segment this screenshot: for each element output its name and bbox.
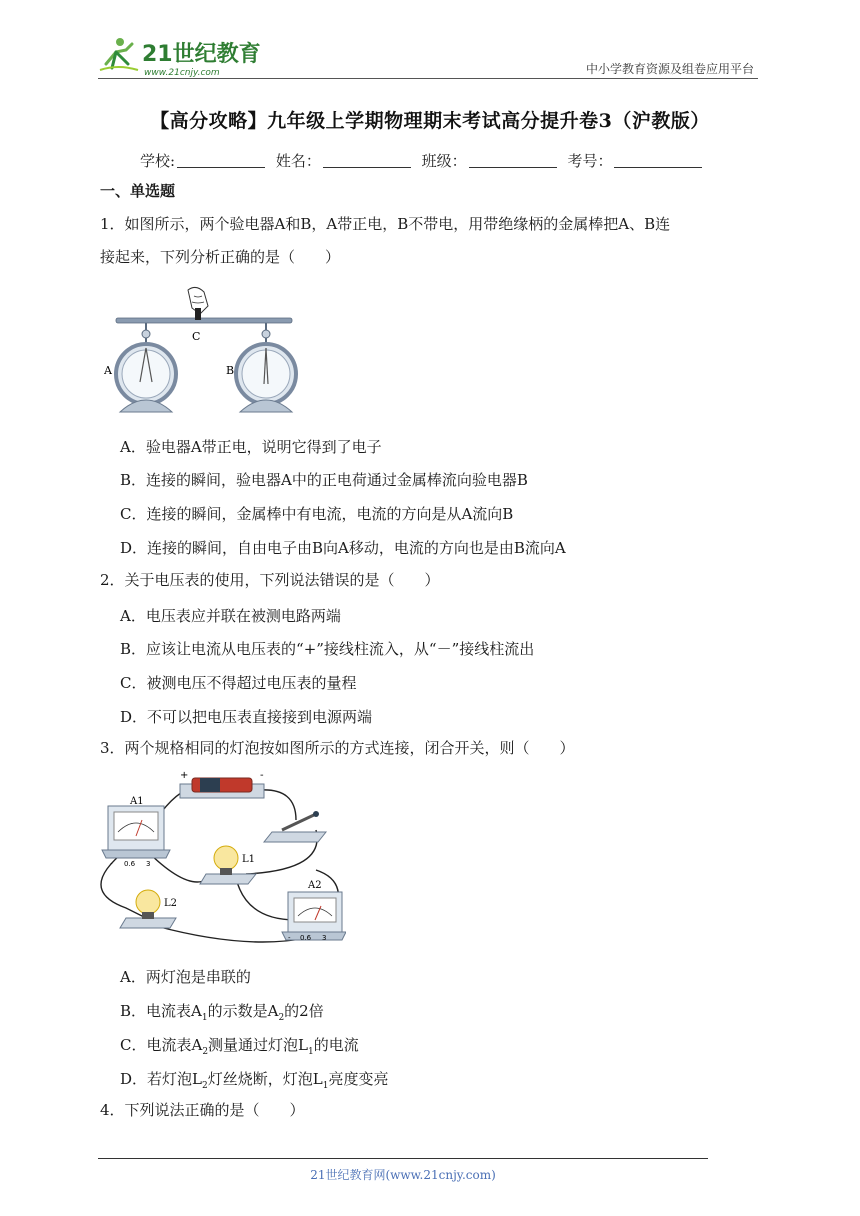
svg-text:0.6: 0.6 (124, 860, 136, 868)
question-2-option-d[interactable]: D．不可以把电压表直接接到电源两端 (120, 708, 373, 726)
svg-text:-: - (110, 860, 113, 868)
ammeter-a2 (282, 880, 346, 942)
svg-text:3: 3 (146, 860, 151, 868)
school-blank (177, 153, 265, 168)
school-label: 学校: (140, 152, 176, 170)
svg-text:L1: L1 (242, 854, 256, 865)
name-blank (323, 153, 411, 168)
header-divider (98, 78, 758, 79)
svg-text:21世纪教育: 21世纪教育 (142, 42, 261, 67)
question-2-option-b[interactable]: B．应该让电流从电压表的“+”接线柱流入，从“－”接线柱流出 (120, 640, 535, 658)
section-heading: 一、单选题 (100, 182, 176, 200)
name-label: 姓名： (275, 152, 321, 170)
question-3-option-d[interactable]: D．若灯泡$L_2$灯丝烧断，灯泡$L_1$亮度变亮 (120, 1070, 389, 1091)
lamp-l1 (200, 846, 256, 884)
question-1-option-b[interactable]: B．连接的瞬间，验电器A中的正电荷通过金属棒流向验电器B (120, 471, 528, 489)
electroscope-a (104, 323, 176, 412)
number-blank (614, 153, 702, 168)
svg-text:-: - (260, 770, 264, 781)
platform-name: 中小学教育资源及组卷应用平台 (585, 62, 754, 76)
site-logo (98, 34, 268, 78)
exam-title: 【高分攻略】九年级上学期物理期末考试高分提升卷3（沪教版） (150, 110, 710, 132)
svg-text:+: + (180, 770, 189, 781)
question-4-stem: 4．下列说法正确的是（ ） (100, 1101, 305, 1119)
switch (264, 811, 326, 842)
question-1-line1: 1．如图所示，两个验电器A和B，A带正电，B不带电，用带绝缘柄的金属棒把A、B连 (100, 215, 671, 233)
footer-source[interactable]: 21世纪教育网(www.21cnjy.com) (310, 1168, 496, 1182)
question-1-option-c[interactable]: C．连接的瞬间，金属棒中有电流，电流的方向是从A流向B (120, 505, 514, 523)
svg-text:B: B (226, 364, 235, 377)
question-3-option-a[interactable]: A．两灯泡是串联的 (120, 968, 251, 986)
svg-text:-: - (288, 934, 291, 942)
circuit-figure (96, 770, 346, 950)
question-2-option-a[interactable]: A．电压表应并联在被测电路两端 (120, 607, 341, 625)
class-blank (469, 153, 557, 168)
footer-divider (98, 1158, 708, 1159)
question-1-option-d[interactable]: D．连接的瞬间，自由电子由B向A移动，电流的方向也是由B流向A (120, 539, 566, 557)
svg-text:A: A (104, 364, 112, 377)
svg-text:3: 3 (322, 934, 327, 942)
question-3-stem: 3．两个规格相同的灯泡按如图所示的方式连接，闭合开关，则（ ） (100, 739, 575, 757)
page-header (98, 30, 758, 80)
electroscope-b (226, 323, 296, 412)
svg-text:0.6: 0.6 (300, 934, 312, 942)
svg-text:A2: A2 (308, 880, 322, 891)
question-3-option-b[interactable]: B．电流表$A_1$的示数是$A_2$的2倍 (120, 1002, 324, 1023)
svg-text:www.21cnjy.com: www.21cnjy.com (144, 68, 220, 78)
number-label: 考号： (567, 152, 613, 170)
svg-text:A1: A1 (130, 796, 144, 807)
question-2-stem: 2．关于电压表的使用，下列说法错误的是（ ） (100, 571, 440, 589)
svg-text:C: C (192, 330, 201, 343)
electroscope-figure (104, 284, 300, 418)
question-2-option-c[interactable]: C．被测电压不得超过电压表的量程 (120, 674, 357, 692)
class-label: 班级： (421, 152, 467, 170)
question-1-option-a[interactable]: A．验电器A带正电，说明它得到了电子 (120, 438, 382, 456)
question-1-line2: 接起来，下列分析正确的是（ ） (100, 248, 341, 266)
battery (180, 770, 264, 798)
question-3-option-c[interactable]: C．电流表$A_2$测量通过灯泡$L_1$的电流 (120, 1036, 359, 1057)
student-info-line (140, 150, 708, 171)
svg-text:L2: L2 (164, 898, 178, 909)
ammeter-a1 (102, 796, 170, 868)
